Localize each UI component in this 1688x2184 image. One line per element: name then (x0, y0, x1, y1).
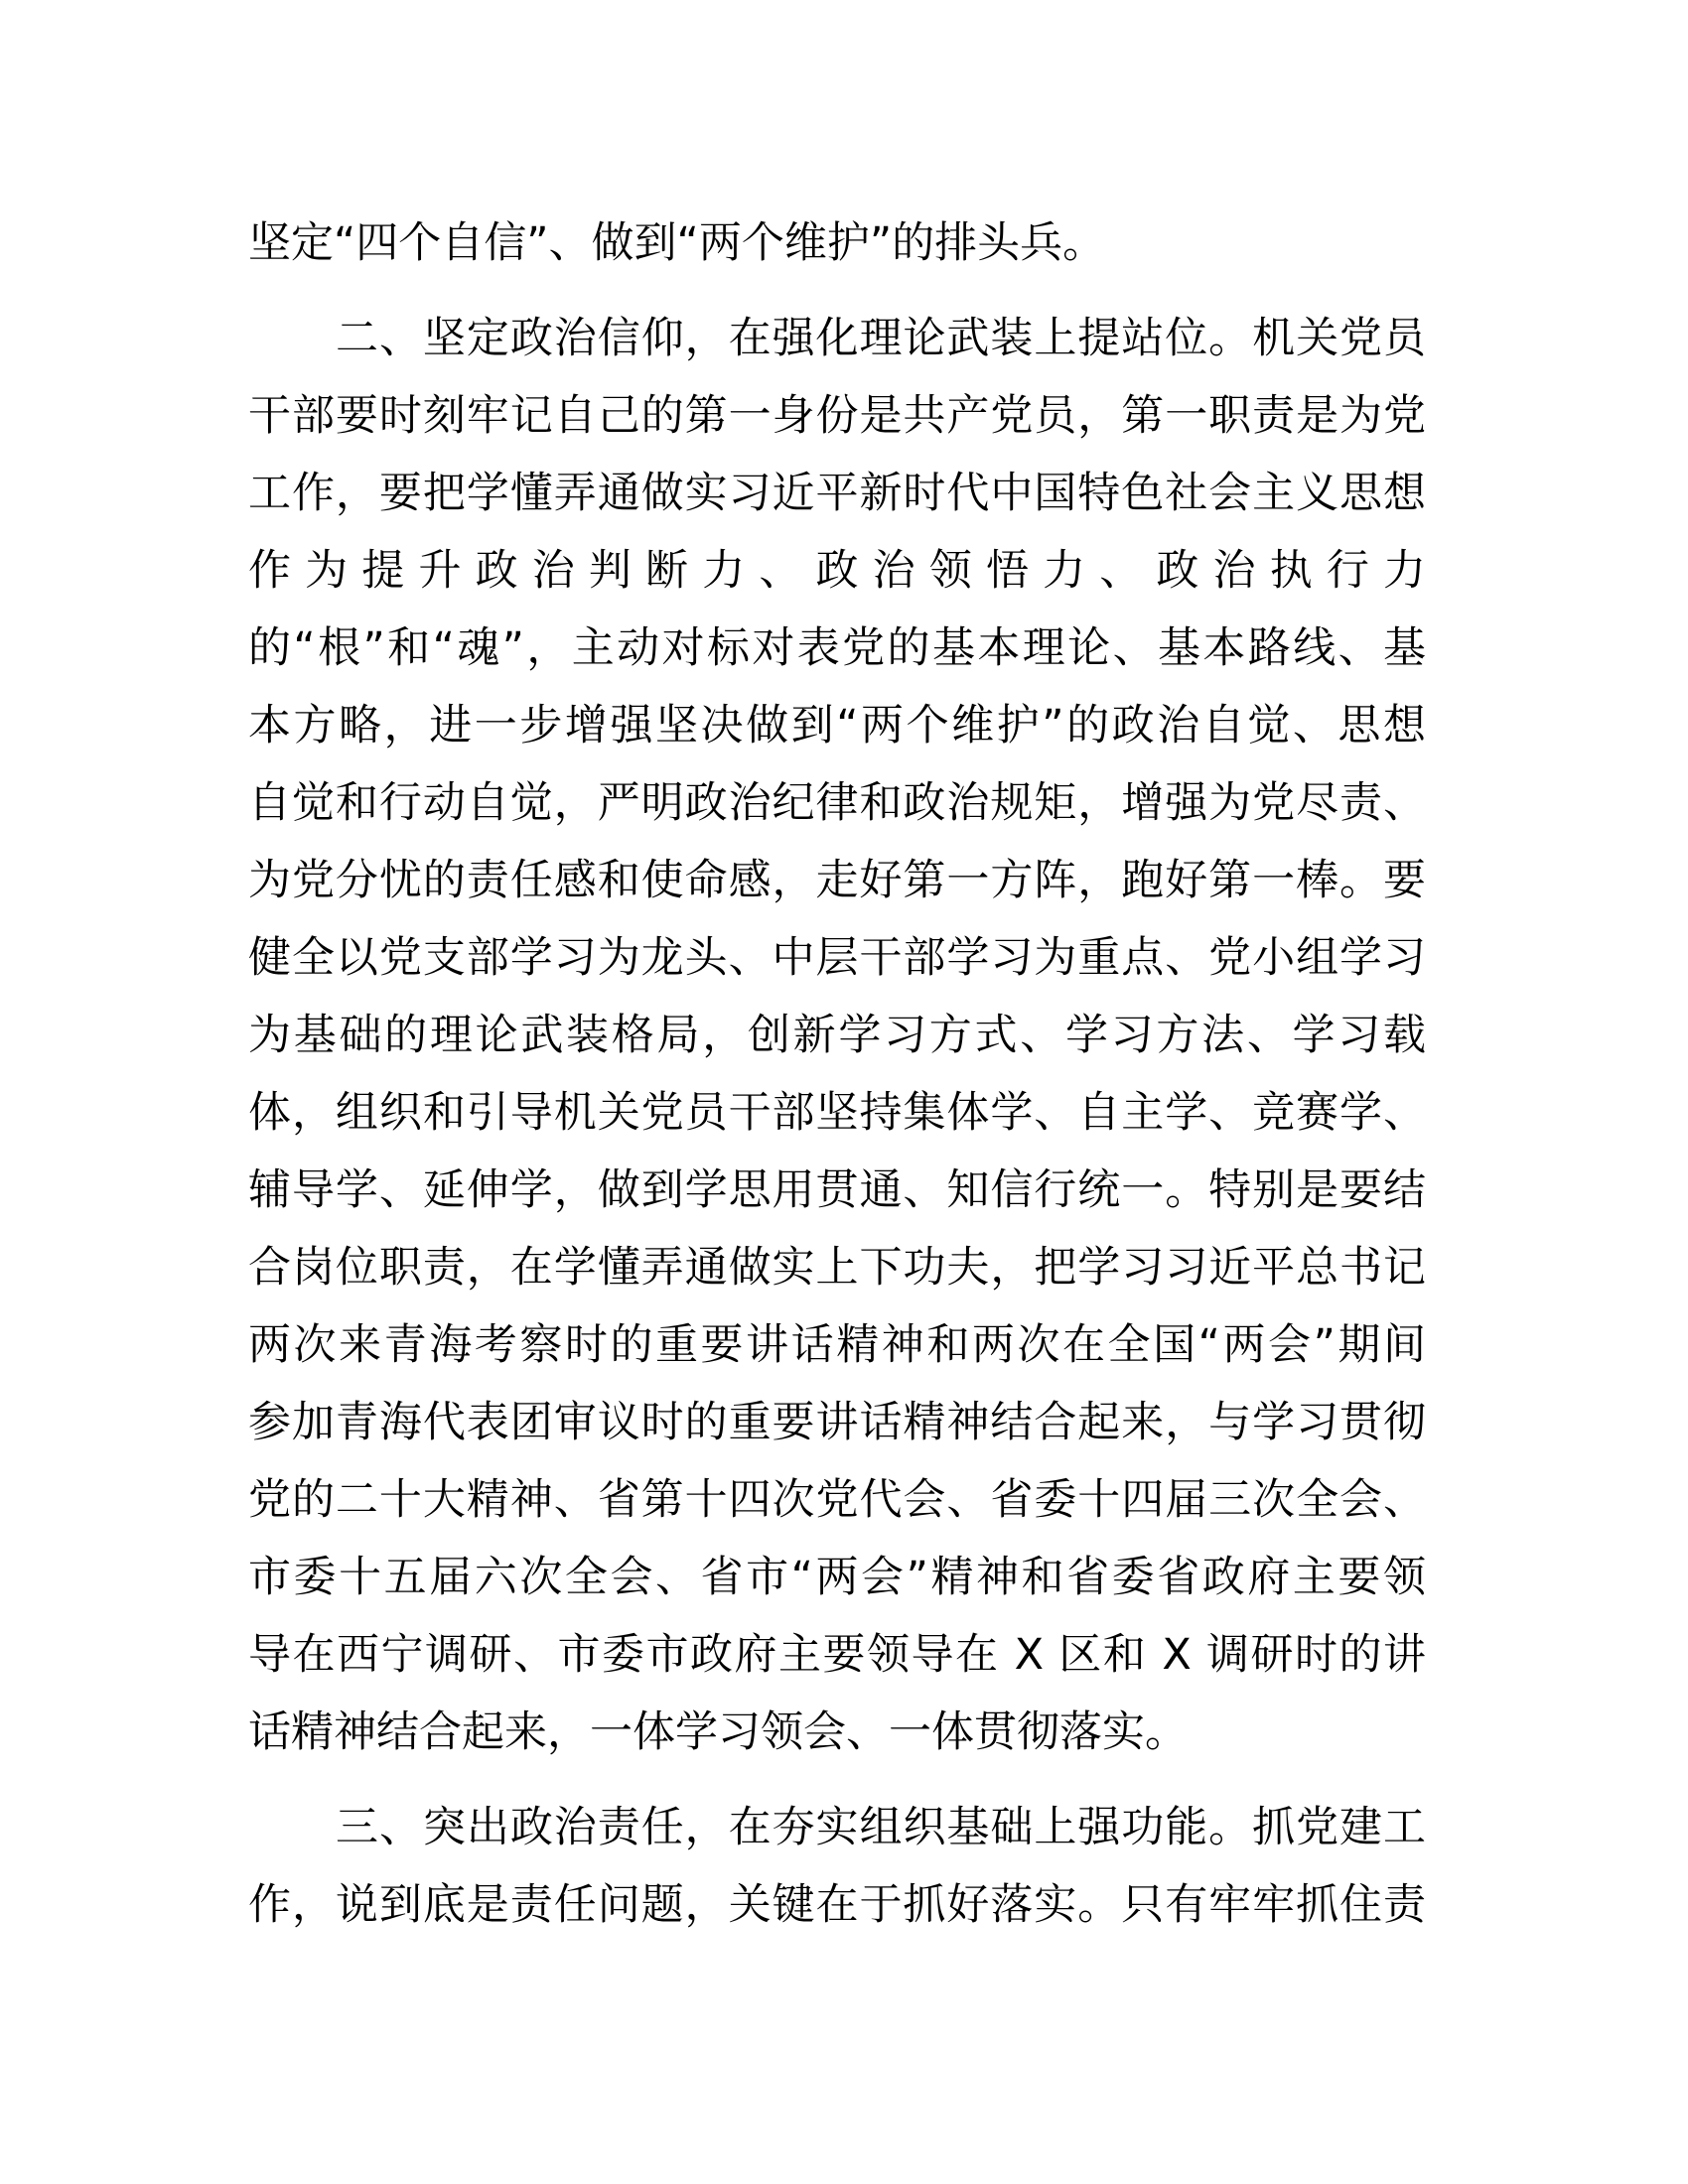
text-line: 工作，要把学懂弄通做实习近平新时代中国特色社会主义思想 (248, 469, 1426, 518)
text-line: 话精神结合起来，一体学习领会、一体贯彻落实。 (248, 1707, 1188, 1757)
paragraph (248, 205, 1426, 282)
document-page (248, 205, 1426, 1962)
text-line: 党的二十大精神、省第十四次党代会、省委十四届三次全会、 (248, 1475, 1426, 1525)
text-line: 的“根”和“魂”，主动对标对表党的基本理论、基本路线、基 (248, 623, 1426, 673)
text-line: 作，说到底是责任问题，关键在于抓好落实。只有牢牢抓住责 (248, 1880, 1426, 1930)
text-line: 市委十五届六次全会、省市“两会”精神和省委省政府主要领 (248, 1553, 1426, 1602)
text-line: 为基础的理论武装格局，创新学习方式、学习方法、学习载 (248, 1011, 1426, 1060)
text-line: 导在西宁调研、市委市政府主要领导在 X 区和 X 调研时的讲 (248, 1630, 1426, 1680)
text-line: 辅导学、延伸学，做到学思用贯通、知信行统一。特别是要结 (248, 1165, 1426, 1215)
text-line: 作为提升政治判断力、政治领悟力、政治执行力 (248, 546, 1426, 596)
text-line: 二、坚定政治信仰，在强化理论武装上提站位。机关党员 (336, 314, 1426, 363)
text-line: 参加青海代表团审议时的重要讲话精神结合起来，与学习贯彻 (248, 1398, 1426, 1447)
text-line: 三、突出政治责任，在夯实组织基础上强功能。抓党建工 (336, 1803, 1426, 1852)
text-line: 两次来青海考察时的重要讲话精神和两次在全国“两会”期间 (248, 1320, 1426, 1370)
text-line: 健全以党支部学习为龙头、中层干部学习为重点、党小组学习 (248, 933, 1426, 983)
text-line: 自觉和行动自觉，严明政治纪律和政治规矩，增强为党尽责、 (248, 778, 1426, 828)
text-line: 坚定“四个自信”、做到“两个维护”的排头兵。 (248, 218, 1106, 268)
text-line: 为党分忧的责任感和使命感，走好第一方阵，跑好第一棒。要 (248, 856, 1426, 905)
text-line: 本方略，进一步增强坚决做到“两个维护”的政治自觉、思想 (248, 701, 1426, 751)
paragraph (248, 300, 1426, 1771)
paragraph (248, 1789, 1426, 1944)
text-line: 合岗位职责，在学懂弄通做实上下功夫，把学习习近平总书记 (248, 1243, 1426, 1293)
text-line: 干部要时刻牢记自己的第一身份是共产党员，第一职责是为党 (248, 391, 1426, 441)
text-line: 体，组织和引导机关党员干部坚持集体学、自主学、竞赛学、 (248, 1088, 1426, 1138)
